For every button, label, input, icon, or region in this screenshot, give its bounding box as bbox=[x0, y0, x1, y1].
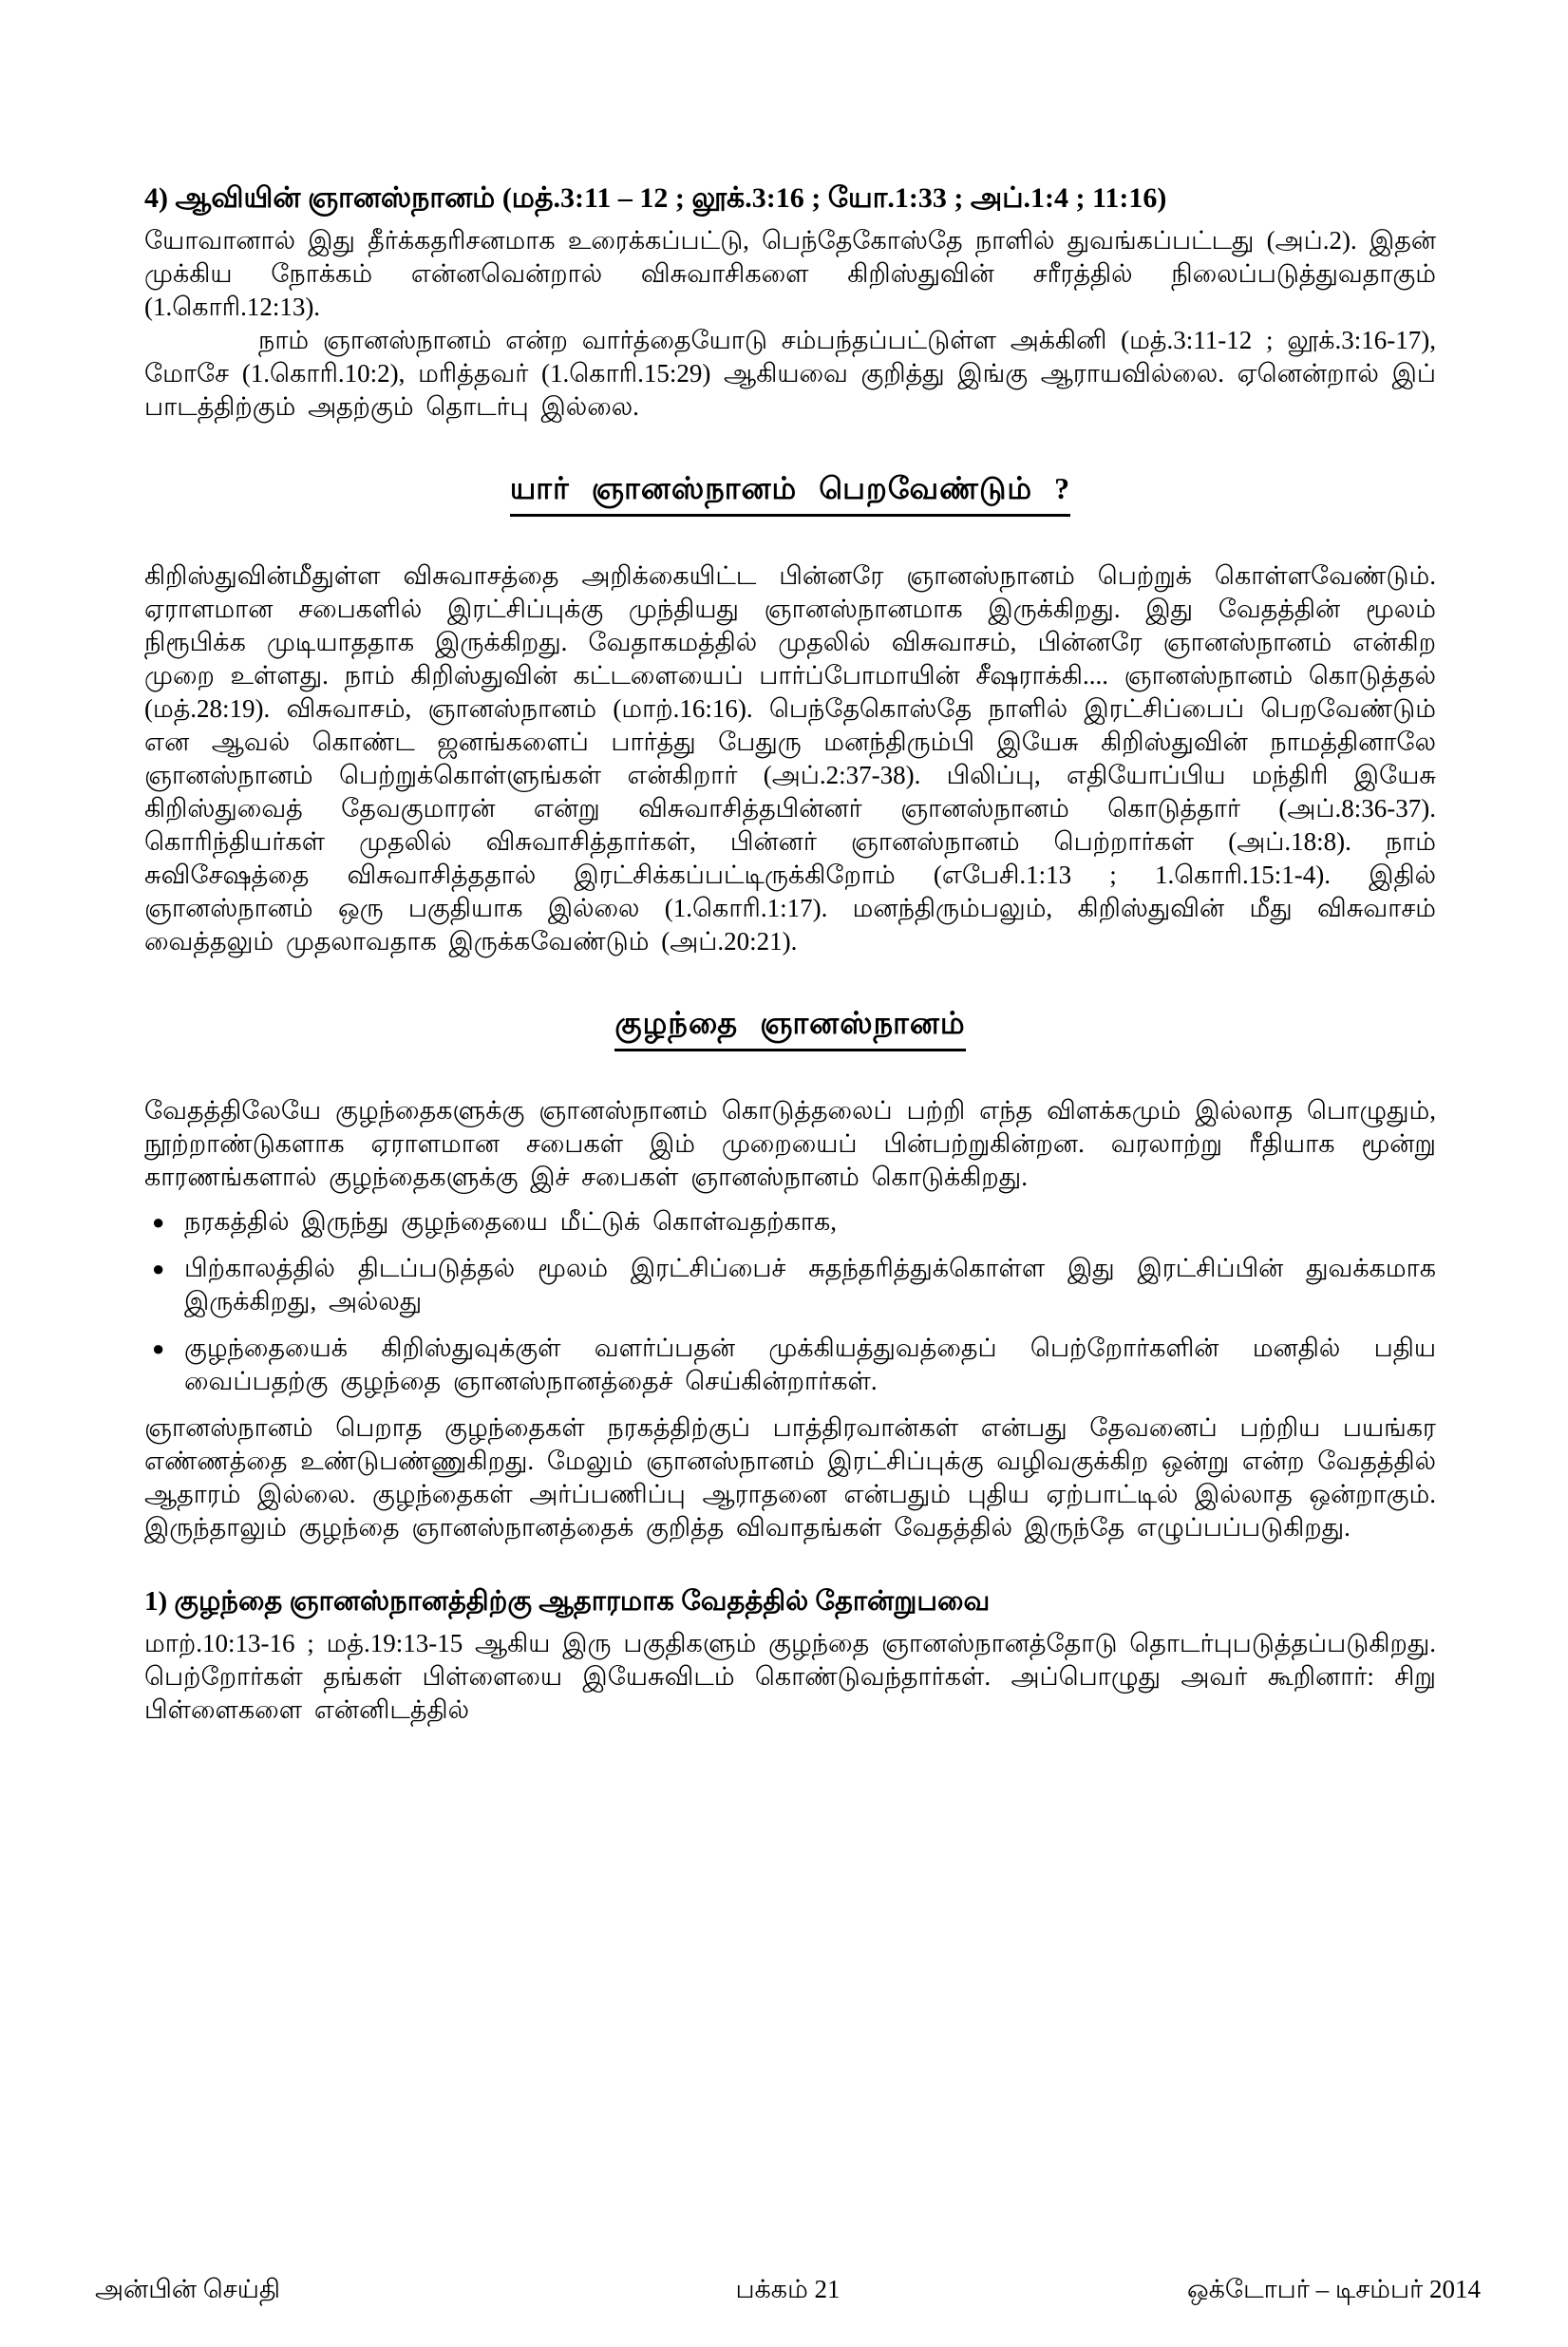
paragraph-scriptural-evidence: மாற்.10:13-16 ; மத்.19:13-15 ஆகிய இரு பகுதிகளும் குழந்தை ஞானஸ்நானத்தோடு தொடர்புபடுத்தப்படுகிறது. பெற்றோர்கள் தங்கள் பிள்ளையை இயேசுவிடம் கொண்டுவந்தார்கள். அப்பொழுது அவர் கூறினார்: சிறு பிள்ளைகளை என்னிடத்தில் bbox=[144, 1629, 1436, 1724]
bullet-text-1: நரகத்தில் இருந்து குழந்தையை மீட்டுக் கொள்வதற்காக, bbox=[184, 1207, 838, 1236]
heading-who-should-be-baptized bbox=[144, 471, 1436, 517]
list-item bbox=[144, 1252, 1436, 1318]
list-item bbox=[144, 1332, 1436, 1398]
subheading-scriptural-evidence: 1) குழந்தை ஞானஸ்நானத்திற்கு ஆதாரமாக வேதத்தில் தோன்றுபவை bbox=[144, 1586, 991, 1617]
heading-infant-text: குழந்தை ஞானஸ்நானம் bbox=[614, 1006, 965, 1051]
paragraph-spirit-baptism-1: யோவானால் இது தீர்க்கதரிசனமாக உரைக்கப்பட்டு, பெந்தேகோஸ்தே நாளில் துவங்கப்பட்டது (அப்.2). இதன் முக்கிய நோக்கம் என்னவென்றால் விசுவாசிகளை கிறிஸ்துவின் சரீரத்தில் நிலைப்படுத்துவதாகும் (1.கொரி.12:13). bbox=[144, 226, 1436, 321]
footer-issue-date: ஒக்டோபர் – டிசம்பர் 2014 bbox=[1187, 2275, 1481, 2303]
page-content bbox=[144, 180, 1436, 1727]
heading-who-text: யார் ஞானஸ்நானம் பெறவேண்டும் ? bbox=[510, 471, 1070, 517]
bullet-icon: ● bbox=[152, 1336, 165, 1360]
paragraph-spirit-baptism-2: நாம் ஞானஸ்நானம் என்ற வார்த்தையோடு சம்பந்தப்பட்டுள்ள அக்கினி (மத்.3:11-12 ; லூக்.3:16-17), மோசே (1.கொரி.10:2), மரித்தவர் (1.கொரி.15:29) ஆகியவை குறித்து இங்கு ஆராயவில்லை. ஏனென்றால் இப் பாடத்திற்கும் அதற்கும் தொடர்பு இல்லை. bbox=[144, 326, 1436, 421]
bullet-text-2: பிற்காலத்தில் திடப்படுத்தல் மூலம் இரட்சிப்பைச் சுதந்தரித்துக்கொள்ள இது இரட்சிப்பின் துவக்கமாக இருக்கிறது, அல்லது bbox=[184, 1254, 1436, 1315]
paragraph-infant-baptism-intro: வேதத்திலேயே குழந்தைகளுக்கு ஞானஸ்நானம் கொடுத்தலைப் பற்றி எந்த விளக்கமும் இல்லாத பொழுதும், நூற்றாண்டுகளாக ஏராளமான சபைகள் இம் முறையைப் பின்பற்றுகின்றன. வரலாற்று ரீதியாக மூன்று காரணங்களால் குழந்தைகளுக்கு இச் சபைகள் ஞானஸ்நானம் கொடுக்கிறது. bbox=[144, 1096, 1436, 1191]
bullet-icon: ● bbox=[152, 1257, 165, 1280]
reasons-bullet-list bbox=[144, 1205, 1436, 1398]
paragraph-infant-baptism-concern: ஞானஸ்நானம் பெறாத குழந்தைகள் நரகத்திற்குப் பாத்திரவான்கள் என்பது தேவனைப் பற்றிய பயங்கர எண்ணத்தை உண்டுபண்ணுகிறது. மேலும் ஞானஸ்நானம் இரட்சிப்புக்கு வழிவகுக்கிற ஒன்று என்ற வேதத்தில் ஆதாரம் இல்லை. குழந்தைகள் அர்ப்பணிப்பு ஆராதனை என்பதும் புதிய ஏற்பாட்டில் இல்லாத ஒன்றாகும். இருந்தாலும் குழந்தை ஞானஸ்நானத்தைக் குறித்த விவாதங்கள் வேதத்தில் இருந்தே எழுப்பப்படுகிறது. bbox=[144, 1413, 1436, 1542]
section-title-spirit-baptism: 4) ஆவியின் ஞானஸ்நானம் (மத்.3:11 – 12 ; லூக்.3:16 ; யோ.1:33 ; அப்.1:4 ; 11:16) bbox=[144, 182, 1167, 214]
bullet-text-3: குழந்தையைக் கிறிஸ்துவுக்குள் வளர்ப்பதன் முக்கியத்துவத்தைப் பெற்றோர்களின் மனதில் பதிய வைப்பதற்கு குழந்தை ஞானஸ்நானத்தைச் செய்கின்றார்கள். bbox=[184, 1334, 1436, 1395]
footer-publication-name: அன்பின் செய்தி bbox=[95, 2275, 280, 2303]
heading-infant-baptism bbox=[144, 1006, 1436, 1051]
paragraph-who-should-be-baptized: கிறிஸ்துவின்மீதுள்ள விசுவாசத்தை அறிக்கையிட்ட பின்னரே ஞானஸ்நானம் பெற்றுக் கொள்ளவேண்டும். ஏராளமான சபைகளில் இரட்சிப்புக்கு முந்தியது ஞானஸ்நானமாக இருக்கிறது. இது வேதத்தின் மூலம் நிரூபிக்க முடியாததாக இருக்கிறது. வேதாகமத்தில் முதலில் விசுவாசம், பின்னரே ஞானஸ்நானம் என்கிற முறை உள்ளது. நாம் கிறிஸ்துவின் கட்டளையைப் பார்ப்போமாயின் சீஷராக்கி.... ஞானஸ்நானம் கொடுத்தல் (மத்.28:19). விசுவாசம், ஞானஸ்நானம் (மாற்.16:16). பெந்தேகொஸ்தே நாளில் இரட்சிப்பைப் பெறவேண்டும் என ஆவல் கொண்ட ஜனங்களைப் பார்த்து பேதுரு மனந்திரும்பி இயேசு கிறிஸ்துவின் நாமத்தினாலே ஞானஸ்நானம் பெற்றுக்கொள்ளுங்கள் என்கிறார் (அப்.2:37-38). பிலிப்பு, எதியோப்பிய மந்திரி இயேசு கிறிஸ்துவைத் தேவகுமாரன் என்று விசுவாசித்தபின்னர் ஞானஸ்நானம் கொடுத்தார் (அப்.8:36-37). கொரிந்தியர்கள் முதலில் விசுவாசித்தார்கள், பின்னர் ஞானஸ்நானம் பெற்றார்கள் (அப்.18:8). நாம் சுவிசேஷத்தை விசுவாசித்ததால் இரட்சிக்கப்பட்டிருக்கிறோம் (எபேசி.1:13 ; 1.கொரி.15:1-4). இதில் ஞானஸ்நானம் ஒரு பகுதியாக இல்லை (1.கொரி.1:17). மனந்திரும்பலும், கிறிஸ்துவின் மீது விசுவாசம் வைத்தலும் முதலாவதாக இருக்கவேண்டும் (அப்.20:21). bbox=[144, 561, 1436, 956]
page-footer bbox=[95, 2275, 1481, 2308]
list-item bbox=[144, 1205, 1436, 1239]
footer-page-number: பக்கம் 21 bbox=[735, 2275, 841, 2303]
bullet-icon: ● bbox=[152, 1210, 165, 1234]
